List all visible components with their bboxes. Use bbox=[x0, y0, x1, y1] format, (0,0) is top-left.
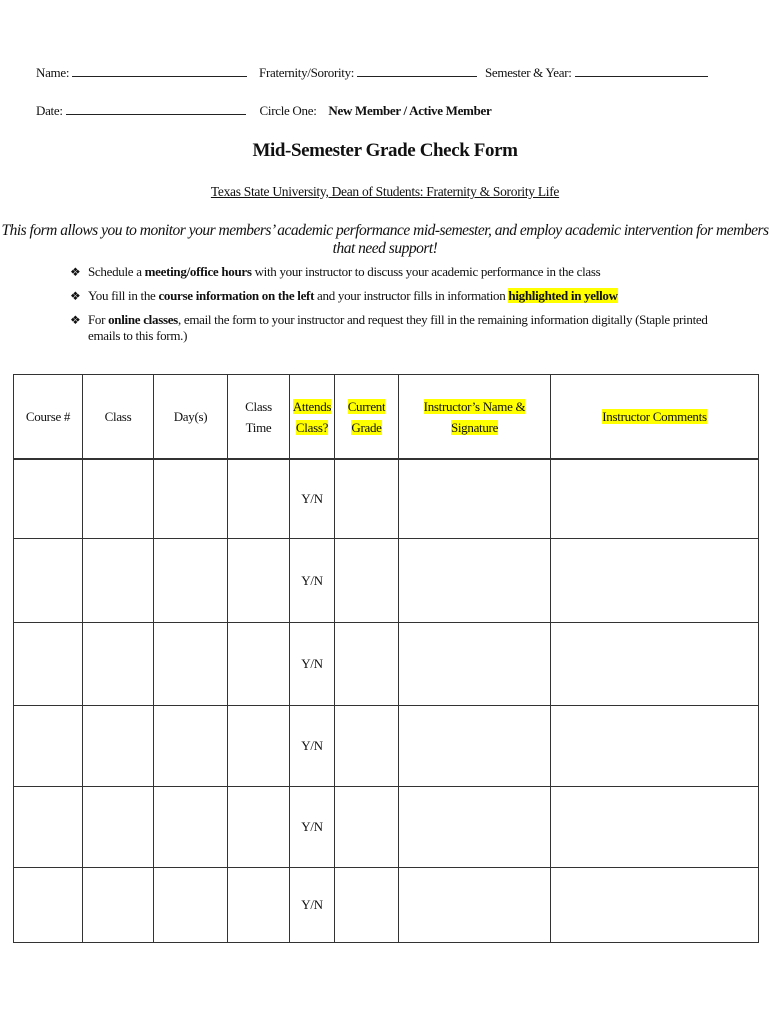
name-label: Name: bbox=[36, 65, 70, 80]
bullet-bold-text: online classes bbox=[108, 312, 178, 327]
signature-cell[interactable] bbox=[399, 787, 551, 868]
time-cell[interactable] bbox=[228, 459, 290, 539]
header-class-label: Class bbox=[104, 409, 132, 424]
header-days bbox=[154, 375, 228, 460]
bullet-highlight-text: highlighted in yellow bbox=[508, 288, 618, 303]
fraternity-field[interactable] bbox=[357, 64, 477, 77]
comments-cell[interactable] bbox=[551, 706, 759, 787]
fraternity-label: Fraternity/Sorority: bbox=[259, 65, 355, 80]
grade-cell[interactable] bbox=[335, 623, 399, 706]
signature-cell[interactable] bbox=[399, 459, 551, 539]
table-row bbox=[14, 868, 759, 943]
circle-one-label: Circle One: bbox=[259, 103, 317, 118]
attends-cell[interactable]: Y/N bbox=[290, 787, 335, 868]
header-days-label: Day(s) bbox=[173, 409, 208, 424]
grade-cell[interactable] bbox=[335, 868, 399, 943]
bullet-text: Schedule a bbox=[88, 264, 145, 279]
grade-cell[interactable] bbox=[335, 787, 399, 868]
date-label: Date: bbox=[36, 103, 63, 118]
course-cell[interactable] bbox=[14, 868, 83, 943]
comments-cell[interactable] bbox=[551, 539, 759, 623]
header-attends-line1: Attends bbox=[292, 398, 332, 414]
header-class bbox=[83, 375, 154, 460]
table-row bbox=[14, 539, 759, 623]
date-field[interactable] bbox=[66, 102, 246, 115]
time-cell[interactable] bbox=[228, 623, 290, 706]
comments-cell[interactable] bbox=[551, 459, 759, 539]
bullet-text: with your instructor to discuss your academic performance in the class bbox=[251, 264, 601, 279]
header-class-time-line1: Class bbox=[245, 398, 272, 414]
page-title: Mid-Semester Grade Check Form bbox=[252, 140, 518, 161]
days-cell[interactable] bbox=[154, 539, 228, 623]
diamond-bullet-icon: ❖ bbox=[70, 265, 81, 279]
attends-cell[interactable]: Y/N bbox=[290, 868, 335, 943]
membership-options[interactable]: New Member / Active Member bbox=[328, 103, 492, 118]
course-cell[interactable] bbox=[14, 623, 83, 706]
comments-cell[interactable] bbox=[551, 623, 759, 706]
time-cell[interactable] bbox=[228, 868, 290, 943]
course-cell[interactable] bbox=[14, 787, 83, 868]
time-cell[interactable] bbox=[228, 787, 290, 868]
time-cell[interactable] bbox=[228, 706, 290, 787]
days-cell[interactable] bbox=[154, 706, 228, 787]
grade-cell[interactable] bbox=[335, 539, 399, 623]
class-cell[interactable] bbox=[83, 787, 154, 868]
header-instructor bbox=[399, 375, 551, 460]
header-course bbox=[14, 375, 83, 460]
days-cell[interactable] bbox=[154, 868, 228, 943]
header-course-label: Course # bbox=[25, 409, 71, 424]
list-item bbox=[70, 288, 730, 304]
signature-cell[interactable] bbox=[399, 539, 551, 623]
table-header-row bbox=[14, 375, 759, 460]
name-field[interactable] bbox=[72, 64, 247, 77]
header-comments-label: Instructor Comments bbox=[602, 409, 707, 424]
days-cell[interactable] bbox=[154, 623, 228, 706]
comments-cell[interactable] bbox=[551, 868, 759, 943]
days-cell[interactable] bbox=[154, 787, 228, 868]
semester-field[interactable] bbox=[575, 64, 708, 77]
grade-cell[interactable] bbox=[335, 706, 399, 787]
header-class-time-line2: Time bbox=[245, 419, 272, 435]
grade-cell[interactable] bbox=[335, 459, 399, 539]
attends-cell[interactable]: Y/N bbox=[290, 459, 335, 539]
attends-cell[interactable]: Y/N bbox=[290, 623, 335, 706]
class-cell[interactable] bbox=[83, 706, 154, 787]
header-grade-line1: Current bbox=[347, 398, 386, 414]
header-row-2 bbox=[36, 102, 491, 119]
bullet-bold-text: meeting/office hours bbox=[144, 264, 252, 279]
intro-text: This form allows you to monitor your members’ academic performance mid-semester, and employ academic intervention for members that need support! bbox=[1, 222, 769, 257]
attends-cell[interactable]: Y/N bbox=[290, 539, 335, 623]
bullet-text: , email the form to your instructor and request they fill in the remaining information digitally (Staple printed emails to this form.) bbox=[88, 312, 708, 343]
signature-cell[interactable] bbox=[399, 868, 551, 943]
table-row bbox=[14, 623, 759, 706]
bullet-text: For bbox=[88, 312, 109, 327]
signature-cell[interactable] bbox=[399, 706, 551, 787]
list-item bbox=[70, 312, 730, 344]
class-cell[interactable] bbox=[83, 868, 154, 943]
page-subtitle: Texas State University, Dean of Students: Fraternity & Sorority Life bbox=[210, 184, 560, 199]
header-grade bbox=[335, 375, 399, 460]
instructions-list bbox=[70, 264, 730, 352]
grade-check-table bbox=[13, 374, 759, 943]
class-cell[interactable] bbox=[83, 539, 154, 623]
header-instructor-label: Instructor’s Name & Signature bbox=[423, 398, 526, 435]
header-row-1 bbox=[36, 64, 708, 81]
bullet-text: and your instructor fills in information bbox=[314, 288, 509, 303]
header-class-time bbox=[228, 375, 290, 460]
time-cell[interactable] bbox=[228, 539, 290, 623]
header-comments bbox=[551, 375, 759, 460]
bullet-text: You fill in the bbox=[88, 288, 159, 303]
bullet-bold-text: course information on the left bbox=[158, 288, 315, 303]
header-attends bbox=[290, 375, 335, 460]
class-cell[interactable] bbox=[83, 459, 154, 539]
header-grade-line2: Grade bbox=[351, 419, 382, 435]
diamond-bullet-icon: ❖ bbox=[70, 313, 81, 327]
course-cell[interactable] bbox=[14, 539, 83, 623]
class-cell[interactable] bbox=[83, 623, 154, 706]
list-item bbox=[70, 264, 730, 280]
header-attends-line2: Class? bbox=[295, 419, 329, 435]
table-row bbox=[14, 459, 759, 539]
course-cell[interactable] bbox=[14, 459, 83, 539]
attends-cell[interactable]: Y/N bbox=[290, 706, 335, 787]
days-cell[interactable] bbox=[154, 459, 228, 539]
table-row bbox=[14, 787, 759, 868]
signature-cell[interactable] bbox=[399, 623, 551, 706]
diamond-bullet-icon: ❖ bbox=[70, 289, 81, 303]
semester-label: Semester & Year: bbox=[484, 65, 572, 80]
comments-cell[interactable] bbox=[551, 787, 759, 868]
course-cell[interactable] bbox=[14, 706, 83, 787]
table-row bbox=[14, 706, 759, 787]
